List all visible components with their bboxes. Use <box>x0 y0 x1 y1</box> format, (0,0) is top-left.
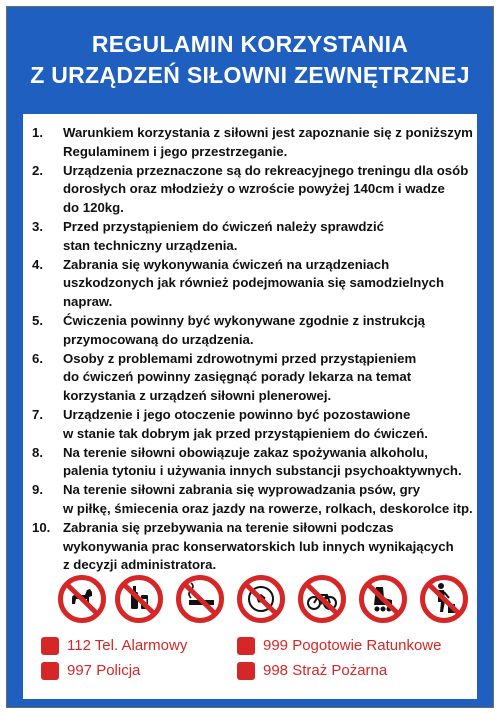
rule-number: 9. <box>32 482 43 498</box>
rule-text-line: Warunkiem korzystania z siłowni jest zapoznanie się z poniższym <box>63 125 473 140</box>
rule-text-line: Urządzenie i jego otoczenie powinno być pozostawione <box>63 406 411 422</box>
no-ball-games-icon <box>236 574 286 624</box>
rules-panel <box>23 114 477 699</box>
rule-text-line: wykonywania prac konserwatorskich lub innych wynikających <box>63 538 454 554</box>
rule-item <box>23 444 477 482</box>
rule-text-line: z decyzji administratora. <box>63 557 217 573</box>
rule-text-line: Osoby z problemami zdrowotnymi przed przystąpieniem <box>63 350 417 366</box>
emergency-number-text: 998 Straż Pożarna <box>263 662 388 679</box>
rule-text-line: napraw. <box>63 294 113 310</box>
rule-item <box>23 312 477 350</box>
emergency-number-text: 999 Pogotowie Ratunkowe <box>263 637 442 654</box>
rule-number: 3. <box>32 218 43 234</box>
rule-number: 5. <box>32 312 43 328</box>
rule-number: 7. <box>32 406 43 422</box>
rule-text-line: przymocowaną do urządzenia. <box>63 331 254 347</box>
rule-item <box>23 162 477 218</box>
rule-number: 10. <box>32 519 51 535</box>
emergency-number-text: 997 Policja <box>67 662 141 679</box>
rule-text-line: Na terenie siłowni zabrania się wyprowadzania psów, gry <box>63 482 421 498</box>
no-smoking-icon <box>175 574 225 624</box>
rule-text-line: w stanie tak dobrym jak przed przystąpieniem do ćwiczeń. <box>63 425 428 441</box>
no-littering-icon <box>419 574 469 624</box>
rule-text-line: Zabrania się przebywania na terenie siłowni podczas <box>63 519 394 535</box>
rule-text-line: stan techniczny urządzenia. <box>63 237 238 253</box>
rules-list <box>23 124 477 575</box>
phone-icon <box>237 662 255 680</box>
rule-text-line: Urządzenia przeznaczone są do rekreacyjnego treningu dla osób <box>63 162 469 178</box>
phone-icon <box>237 637 255 655</box>
rule-number: 6. <box>32 350 43 366</box>
rule-item <box>23 350 477 406</box>
rule-number: 4. <box>32 256 43 272</box>
rule-item <box>23 406 477 444</box>
rule-text-line: Przed przystąpieniem do ćwiczeń należy sprawdzić <box>63 218 385 234</box>
no-rollerskates-icon <box>358 574 408 624</box>
rule-number: 8. <box>32 444 43 460</box>
sign-blue-frame <box>7 7 493 707</box>
rule-text-line: palenia tytoniu i używania innych substancji psychoaktywnych. <box>63 463 462 479</box>
rule-text-line: do 120kg. <box>63 200 124 216</box>
rule-text-line: do ćwiczeń powinny zasięgnąć porady lekarza na temat <box>63 369 412 385</box>
title-line-2: Z URZĄDZEŃ SIŁOWNI ZEWNĘTRZNEJ <box>30 62 470 88</box>
no-dogs-icon <box>57 574 107 624</box>
emergency-number-text: 112 Tel. Alarmowy <box>67 637 188 654</box>
rule-item <box>23 124 477 162</box>
phone-icon <box>41 662 59 680</box>
rule-text-line: uszkodzonych jak również podejmowania się samodzielnych <box>63 275 445 291</box>
rule-number: 1. <box>32 125 43 140</box>
sign-title <box>7 29 493 91</box>
rule-text-line: Ćwiczenia powinny być wykonywane zgodnie z instrukcją <box>63 312 426 328</box>
rule-text-line: Na terenie siłowni obowiązuje zakaz spożywania alkoholu, <box>63 444 428 460</box>
rule-text-line: Zabrania się wykonywania ćwiczeń na urządzeniach <box>63 256 390 272</box>
rule-text-line: w piłkę, śmiecenia oraz jazdy na rowerze, rolkach, deskorolce itp. <box>63 500 473 516</box>
rule-item <box>23 218 477 256</box>
rule-text-line: korzystania z urządzeń siłowni plenerowej. <box>63 388 332 404</box>
title-line-1: REGULAMIN KORZYSTANIA <box>91 31 409 57</box>
no-alcohol-icon <box>114 574 164 624</box>
prohibition-icons-row <box>53 574 453 630</box>
rule-text-line: Regulaminem i jego przestrzeganie. <box>63 143 288 159</box>
rule-item <box>23 481 477 519</box>
phone-icon <box>41 637 59 655</box>
rule-number: 2. <box>32 162 43 178</box>
rule-item <box>23 519 477 575</box>
rule-text-line: dorosłych oraz młodzieży o wzroście powyżej 140cm i wadze <box>63 181 445 197</box>
rule-item <box>23 256 477 312</box>
no-cycling-icon <box>297 574 347 624</box>
